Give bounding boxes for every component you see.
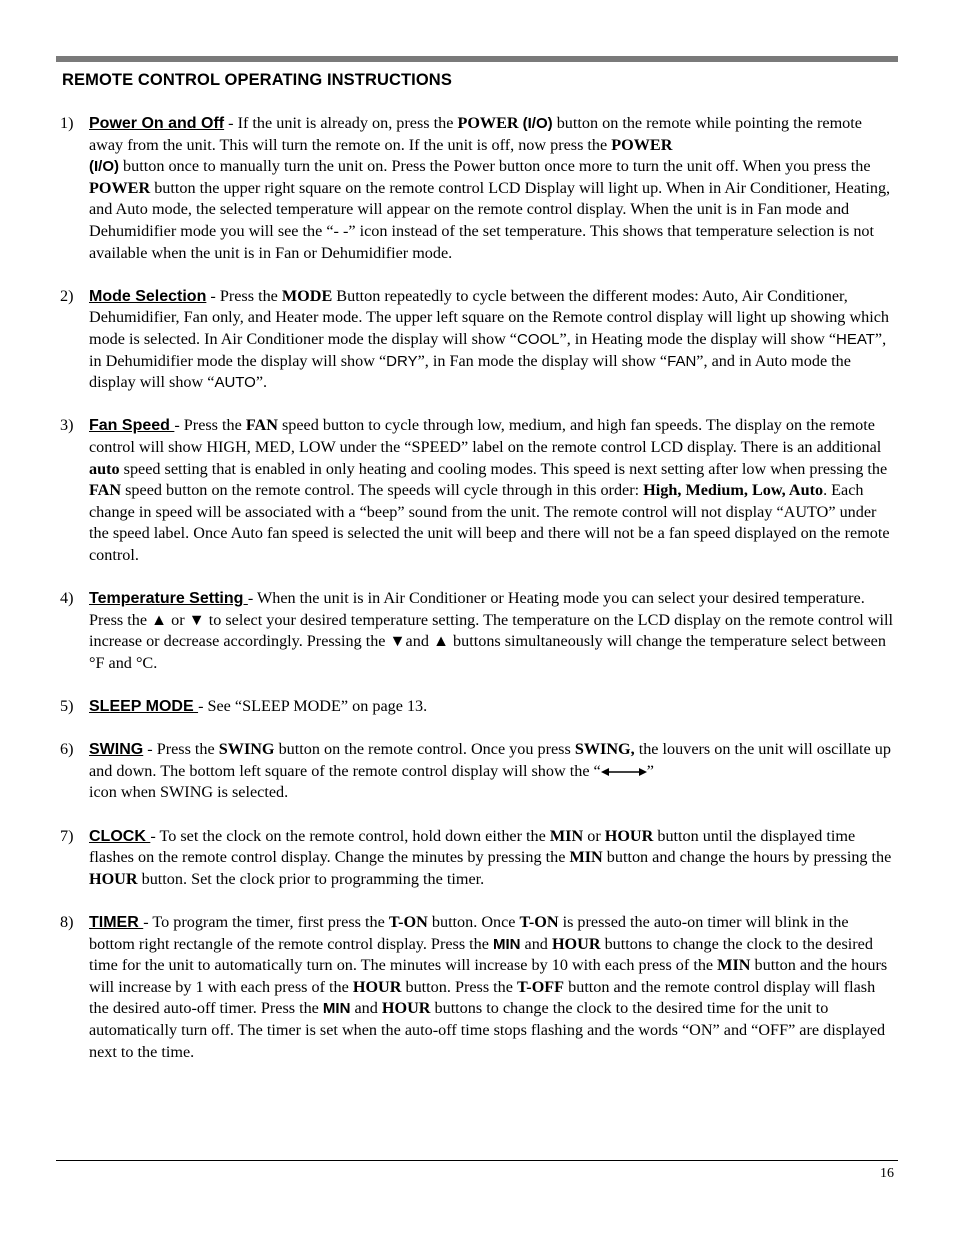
bold-term: auto (89, 459, 120, 478)
item-text: ” (646, 761, 654, 780)
item-number: 5) (60, 697, 74, 716)
item-text: the louvers on the unit will oscillate up and down. The bottom left square of the remote control display will show the “ (89, 740, 891, 780)
bold-term: FAN (89, 481, 122, 500)
item-text: button and the hours will increase by 1 with each press of the (89, 956, 888, 996)
item-text: button on the remote while pointing the remote away from the unit. This will turn the remote on. If the unit is off, now press the (89, 114, 862, 154)
display-term: AUTO (214, 374, 256, 392)
bold-term: MIN (549, 826, 584, 845)
item-number: 3) (60, 416, 74, 435)
item-text: Button repeatedly to cycle between the different modes: Auto, Air Conditioner, Dehumidifier, Fan only, and Heater mode. The upper left square on the Remote control display will light up showing which mode is selected. In Air Conditioner mode the display will show “ (89, 286, 890, 348)
item-text: ”. (255, 373, 268, 392)
item-title: SWING (89, 741, 144, 759)
item-text: is pressed the auto-on timer will blink in the bottom right rectangle of the remote control display. Press the (89, 912, 849, 953)
bold-term: MIN (569, 848, 603, 867)
display-term: DRY (386, 352, 418, 370)
instruction-item-temperature (60, 588, 896, 674)
bold-term: HOUR (381, 999, 431, 1018)
item-number: 6) (60, 740, 74, 759)
bold-term: MIN (492, 935, 521, 953)
bold-term: MIN (322, 1000, 351, 1018)
item-text: buttons to change the clock to the desired time for the unit to automatically turn off. The timer is set when the auto-off time stops flashing and the words “ON” and “OFF” are displayed next to the time. (89, 999, 886, 1061)
item-number: 7) (60, 826, 74, 845)
instruction-item-sleep-mode (60, 696, 896, 718)
item-text: buttons to change the clock to the desired time for the unit to automatically turn on. The minutes will increase by 10 with each press of the (89, 934, 873, 975)
item-title: Mode Selection (89, 287, 207, 305)
bold-term: (I/O) (89, 158, 119, 176)
item-text: speed button on the remote control. The speeds will cycle through in this order: (121, 481, 644, 500)
instruction-item-fan-speed (60, 415, 896, 566)
section-heading: REMOTE CONTROL OPERATING INSTRUCTIONS (62, 71, 452, 89)
item-text: or (583, 826, 605, 845)
bold-term: POWER (611, 135, 673, 154)
instruction-item-power (60, 113, 896, 264)
instruction-item-swing (60, 739, 896, 804)
item-text: ”, in Fan mode the display will show “ (417, 351, 668, 370)
item-text: . Each change in speed will be associated with a “beep” sound from the unit. The remote control will not display “AUTO” under the speed label. Once Auto fan speed is selected the unit will beep and there will not be a fan speed displayed on the remote control. (89, 481, 890, 564)
item-text: button. Press the (401, 977, 517, 996)
bold-term: MODE (281, 286, 333, 305)
bold-term: MIN (717, 956, 751, 975)
item-number: 8) (60, 912, 74, 931)
item-text: - To set the clock on the remote control, hold down either the (150, 826, 550, 845)
item-text: and (520, 934, 552, 953)
item-text: button the upper right square on the remote control LCD Display will light up. When in Air Conditioner, Heating, and Auto mode, the selected temperature will appear on the remote control display. When the unit is in Fan mode and Dehumidifier mode you will see the “- -” icon instead of the set temperature. This shows that temperature selection is not available when the unit is in Fan or Dehumidifier mode. (89, 178, 891, 262)
instruction-item-clock (60, 826, 896, 891)
item-text: and (350, 999, 382, 1018)
item-text: speed button to cycle through low, medium, and high fan speeds. The display on the remote control will show HIGH, MED, LOW under the “SPEED” label on the remote control LCD display. There is an additional (89, 416, 882, 456)
page-number: 16 (880, 1166, 894, 1181)
item-text: button. Set the clock prior to programming the timer. (137, 869, 485, 888)
item-title: Fan Speed (89, 417, 175, 435)
item-text: icon when SWING is selected. (89, 783, 289, 802)
item-text: button on the remote control. Once you press (274, 740, 575, 759)
item-text: button. Once (427, 912, 520, 931)
item-text: button and the remote control display will flash the desired auto-off timer. Press the (89, 977, 876, 1018)
bold-term: T-ON (519, 912, 559, 931)
bold-term: HOUR (89, 869, 138, 888)
display-term: FAN (667, 352, 697, 370)
item-title: CLOCK (89, 827, 151, 845)
item-text: - See “SLEEP MODE” on page 13. (198, 697, 428, 716)
item-text: - Press the (143, 740, 219, 759)
bold-term: SWING (218, 740, 275, 759)
item-text: - To program the timer, first press the (143, 912, 389, 931)
bold-term: HOUR (352, 977, 402, 996)
item-number: 4) (60, 589, 74, 608)
item-title: Power On and Off (89, 115, 225, 132)
display-term: COOL (517, 330, 560, 348)
swing-arrow-icon (601, 767, 647, 777)
item-title: Temperature Setting (89, 590, 248, 608)
top-rule (56, 56, 898, 62)
item-text: ”, in Dehumidifier mode the display will show “ (89, 329, 887, 370)
bold-term: SWING, (574, 740, 635, 759)
bottom-rule (56, 1160, 898, 1161)
item-text: - When the unit is in Air Conditioner or Heating mode you can select your desired temperature. Press the ▲ or ▼ to select your desired temperature setting. The temperature on the LCD display on the remote control will increase or decrease accordingly. Pressing the ▼and ▲ buttons simultaneously will change the temperature select between °F and °C. (89, 589, 894, 672)
item-text: ”, and in Auto mode the display will show “ (89, 351, 851, 392)
instruction-item-mode (60, 286, 896, 394)
bold-term: HOUR (604, 826, 654, 845)
display-term: HEAT (836, 330, 875, 348)
bold-term: POWER (89, 178, 151, 197)
bold-term: (I/O) (522, 115, 553, 132)
item-text: speed setting that is enabled in only heating and cooling modes. This speed is next setting after low when pressing the (119, 459, 888, 478)
bold-term: FAN (245, 416, 278, 435)
item-number: 1) (60, 114, 74, 132)
item-text: ”, in Heating mode the display will show “ (559, 329, 836, 348)
bold-term: T-OFF (517, 977, 565, 996)
item-title: TIMER (89, 913, 144, 931)
instruction-item-timer (60, 912, 896, 1063)
item-text: - Press the (206, 286, 282, 305)
item-text: button until the displayed time flashes on the remote control display. Change the minutes by pressing the (89, 826, 856, 867)
item-text: - If the unit is already on, press the (224, 114, 458, 132)
bold-term: T-ON (388, 912, 428, 931)
item-number: 2) (60, 286, 74, 305)
bold-term: POWER (457, 114, 519, 132)
item-text: button and change the hours by pressing the (602, 848, 892, 867)
item-text: - Press the (174, 416, 246, 435)
bold-term: HOUR (551, 934, 601, 953)
instructions-list (60, 113, 896, 1085)
item-text: button once to manually turn the unit on. Press the Power button once more to turn the unit off. When you press the (119, 157, 871, 176)
item-title: SLEEP MODE (89, 698, 199, 716)
bold-term: High, Medium, Low, Auto (643, 481, 824, 500)
